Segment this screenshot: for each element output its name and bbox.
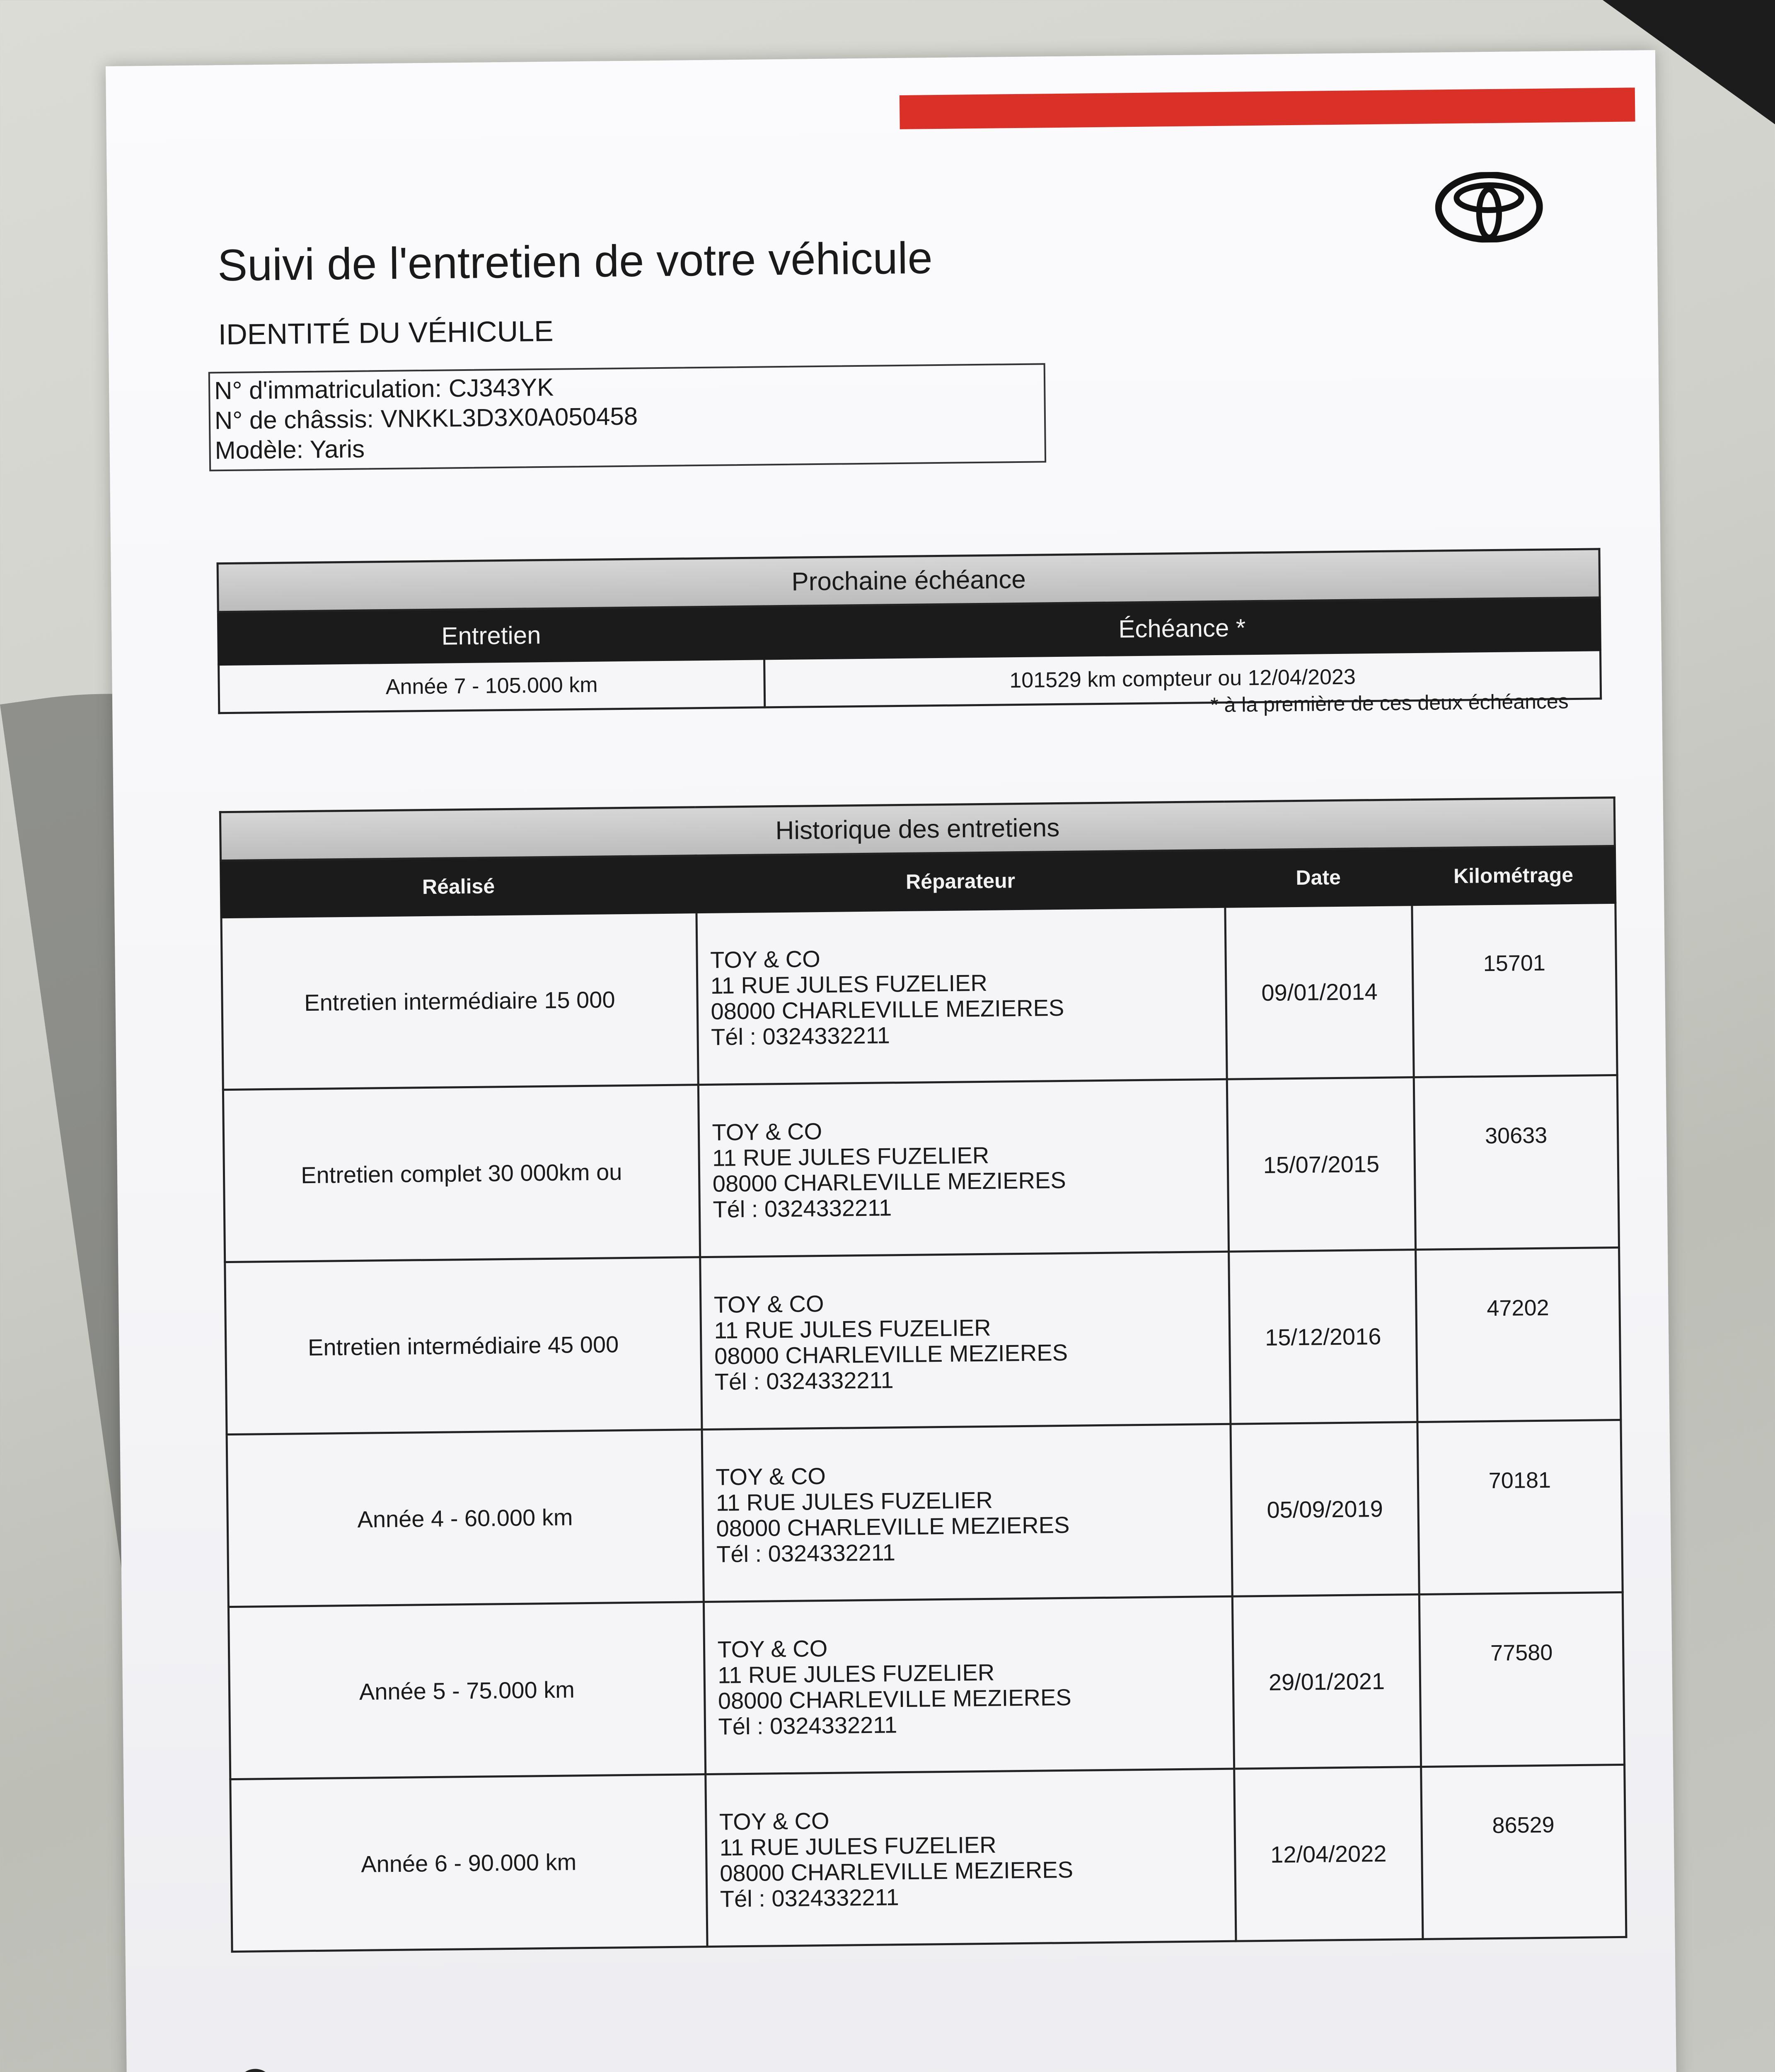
next-service-value: Année 7 - 105.000 km	[219, 659, 765, 713]
service-done: Entretien complet 30 000km ou	[223, 1085, 700, 1262]
history-rows	[221, 903, 1626, 1951]
repairer-cell	[702, 1424, 1233, 1602]
repairer-line: 08000 CHARLEVILLE MEZIERES	[719, 1856, 1074, 1886]
service-mileage: 47202	[1415, 1247, 1620, 1422]
toyota-logo-icon	[1435, 172, 1543, 243]
recycling-symbols	[232, 2066, 288, 2072]
vehicle-model: Modèle: Yaris	[215, 435, 365, 465]
history-title: Historique des entretiens	[220, 797, 1615, 860]
column-header-done: Réalisé	[221, 856, 696, 917]
repairer-cell	[704, 1596, 1234, 1774]
repairer-line: 08000 CHARLEVILLE MEZIERES	[718, 1684, 1072, 1714]
service-date: 09/01/2014	[1225, 905, 1414, 1080]
repairer-line: TOY & CO	[710, 945, 821, 973]
repairer-cell	[700, 1251, 1231, 1429]
repairer-line: Tél : 0324332211	[711, 1021, 890, 1050]
service-date: 29/01/2021	[1232, 1595, 1421, 1769]
service-done: Année 4 - 60.000 km	[227, 1430, 704, 1607]
table-row	[230, 1765, 1626, 1951]
service-done: Entretien intermédiaire 45 000	[225, 1257, 702, 1435]
repairer-line: TOY & CO	[715, 1462, 826, 1490]
service-done: Année 5 - 75.000 km	[228, 1602, 705, 1779]
service-mileage: 86529	[1421, 1765, 1626, 1939]
service-done: Année 6 - 90.000 km	[230, 1774, 707, 1952]
table-row	[227, 1420, 1623, 1607]
service-mileage: 77580	[1419, 1592, 1624, 1767]
next-due-value: 101529 km compteur ou 12/04/2023	[764, 650, 1601, 707]
due-footnote: * à la première de ces deux échéances	[1210, 690, 1569, 717]
registration-number: N° d'immatriculation: CJ343YK	[214, 373, 554, 405]
service-mileage: 15701	[1412, 903, 1617, 1077]
repairer-line: TOY & CO	[717, 1635, 828, 1663]
vehicle-identity-box	[208, 363, 1046, 471]
service-mileage: 70181	[1417, 1420, 1623, 1594]
history-table	[219, 796, 1627, 1953]
column-header-date: Date	[1225, 848, 1412, 907]
repairer-line: 11 RUE JULES FUZELIER	[719, 1831, 996, 1861]
maintenance-sheet	[106, 50, 1678, 2072]
service-done: Entretien intermédiaire 15 000	[221, 913, 698, 1090]
service-date: 05/09/2019	[1231, 1422, 1419, 1597]
repairer-line: 11 RUE JULES FUZELIER	[714, 1314, 991, 1343]
repairer-line: 11 RUE JULES FUZELIER	[710, 969, 988, 999]
chassis-number: N° de châssis: VNKKL3D3X0A050458	[214, 402, 638, 435]
table-row	[228, 1592, 1624, 1779]
column-header-mileage: Kilométrage	[1411, 846, 1615, 905]
repairer-line: Tél : 0324332211	[713, 1194, 892, 1222]
repairer-line: Tél : 0324332211	[720, 1883, 899, 1912]
table-row	[223, 1075, 1619, 1262]
repairer-cell	[698, 1079, 1229, 1257]
service-date: 15/07/2015	[1227, 1077, 1415, 1252]
repairer-line: 11 RUE JULES FUZELIER	[712, 1142, 989, 1171]
table-row	[221, 903, 1617, 1089]
next-due-table	[217, 548, 1602, 714]
service-mileage: 30633	[1414, 1075, 1619, 1249]
column-header-due: Échéance *	[764, 598, 1600, 659]
brand-red-bar	[900, 87, 1635, 129]
repairer-line: TOY & CO	[719, 1807, 829, 1835]
repairer-line: Tél : 0324332211	[714, 1366, 894, 1395]
repairer-line: 08000 CHARLEVILLE MEZIERES	[711, 994, 1064, 1024]
service-date: 15/12/2016	[1229, 1250, 1417, 1424]
repairer-line: 11 RUE JULES FUZELIER	[716, 1486, 993, 1516]
table-row	[225, 1247, 1621, 1434]
repairer-line: 08000 CHARLEVILLE MEZIERES	[714, 1339, 1068, 1369]
repairer-cell	[696, 907, 1227, 1084]
repairer-line: Tél : 0324332211	[716, 1539, 896, 1567]
repairer-line: TOY & CO	[712, 1118, 822, 1145]
service-date: 12/04/2022	[1234, 1767, 1423, 1941]
repairer-line: TOY & CO	[713, 1290, 824, 1318]
repairer-cell	[705, 1769, 1236, 1946]
column-header-service: Entretien	[218, 606, 764, 665]
repairer-line: Tél : 0324332211	[718, 1711, 897, 1740]
next-due-title: Prochaine échéance	[218, 549, 1600, 612]
repairer-line: 08000 CHARLEVILLE MEZIERES	[712, 1167, 1066, 1197]
page-title: Suivi de l'entretien de votre véhicule	[217, 232, 933, 290]
repairer-line: 08000 CHARLEVILLE MEZIERES	[716, 1511, 1070, 1542]
tidyman-icon	[239, 2070, 278, 2072]
identity-heading: IDENTITÉ DU VÉHICULE	[218, 315, 554, 351]
repairer-line: 11 RUE JULES FUZELIER	[717, 1659, 995, 1688]
column-header-repairer: Réparateur	[696, 850, 1225, 912]
